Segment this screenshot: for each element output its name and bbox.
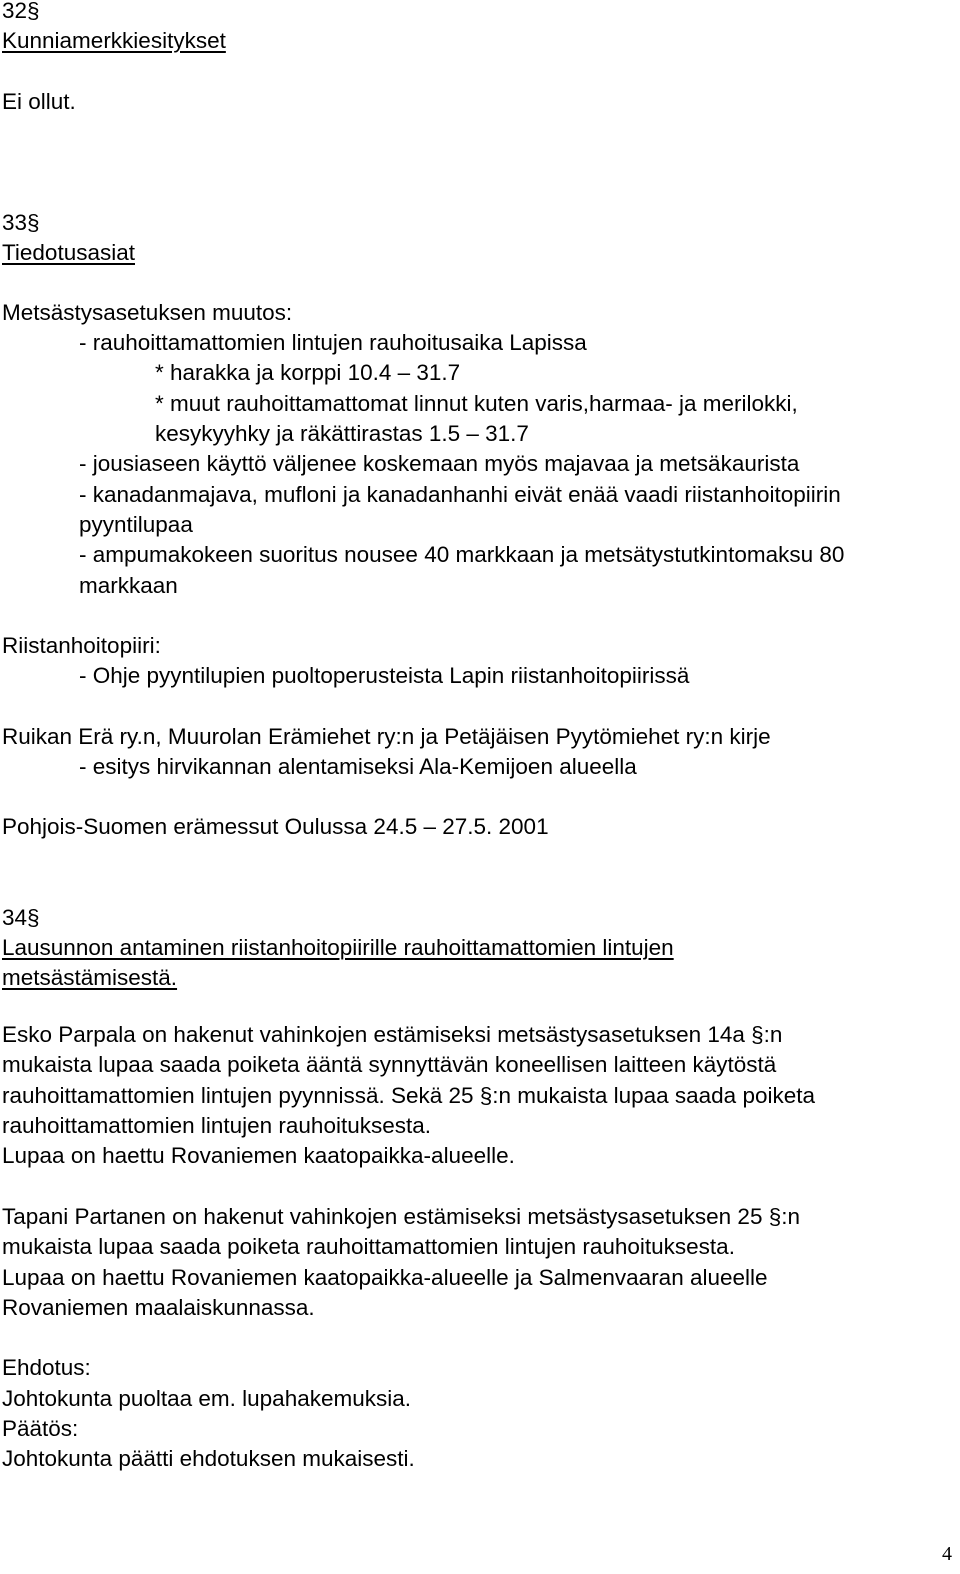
paragraph-line: Lupaa on haettu Rovaniemen kaatopaikka-alueelle. bbox=[2, 1143, 515, 1168]
text-line: Metsästysasetuksen muutos: bbox=[2, 300, 293, 325]
paragraph-line: Esko Parpala on hakenut vahinkojen estämiseksi metsästysasetuksen 14a §:n bbox=[2, 1022, 783, 1047]
paragraph-line: mukaista lupaa saada poiketa ääntä synnyttävän koneellisen laitteen käytöstä bbox=[2, 1052, 777, 1077]
list-item: - esitys hirvikannan alentamiseksi Ala-Kemijoen alueella bbox=[79, 754, 637, 779]
text-line: Pohjois-Suomen erämessut Oulussa 24.5 – 27.5. 2001 bbox=[2, 814, 549, 839]
list-item: * muut rauhoittamattomat linnut kuten varis,harmaa- ja merilokki, bbox=[155, 391, 798, 416]
decision-text: Johtokunta päätti ehdotuksen mukaisesti. bbox=[2, 1446, 415, 1471]
text-line: kesykyyhky ja räkättirastas 1.5 – 31.7 bbox=[155, 421, 529, 446]
paragraph-line: Tapani Partanen on hakenut vahinkojen estämiseksi metsästysasetuksen 25 §:n bbox=[2, 1204, 800, 1229]
section-title-34: Lausunnon antaminen riistanhoitopiirille rauhoittamattomien lintujen bbox=[2, 935, 674, 960]
text-line: pyyntilupaa bbox=[79, 512, 193, 537]
text-line: Ruikan Erä ry.n, Muurolan Erämiehet ry:n ja Petäjäisen Pyytömiehet ry:n kirje bbox=[2, 724, 771, 749]
section-number-32: 32§ bbox=[2, 0, 40, 23]
section-body-32: Ei ollut. bbox=[2, 89, 76, 114]
text-line: Riistanhoitopiiri: bbox=[2, 633, 161, 658]
text-line: markkaan bbox=[79, 573, 178, 598]
proposal-text: Johtokunta puoltaa em. lupahakemuksia. bbox=[2, 1386, 412, 1411]
list-item: - Ohje pyyntilupien puoltoperusteista Lapin riistanhoitopiirissä bbox=[79, 663, 690, 688]
decision-label: Päätös: bbox=[2, 1416, 79, 1441]
paragraph-line: rauhoittamattomien lintujen rauhoituksesta. bbox=[2, 1113, 431, 1138]
section-number-34: 34§ bbox=[2, 905, 40, 930]
section-title-32: Kunniamerkkiesitykset bbox=[2, 28, 226, 53]
paragraph-line: Lupaa on haettu Rovaniemen kaatopaikka-alueelle ja Salmenvaaran alueelle bbox=[2, 1265, 768, 1290]
paragraph-line: Rovaniemen maalaiskunnassa. bbox=[2, 1295, 315, 1320]
list-item: * harakka ja korppi 10.4 – 31.7 bbox=[155, 360, 461, 385]
list-item: - rauhoittamattomien lintujen rauhoitusaika Lapissa bbox=[79, 330, 587, 355]
list-item: - kanadanmajava, mufloni ja kanadanhanhi eivät enää vaadi riistanhoitopiirin bbox=[79, 482, 841, 507]
page-number: 4 bbox=[942, 1543, 952, 1565]
list-item: - ampumakokeen suoritus nousee 40 markkaan ja metsätystutkintomaksu 80 bbox=[79, 542, 845, 567]
list-item: - jousiaseen käyttö väljenee koskemaan myös majavaa ja metsäkaurista bbox=[79, 451, 800, 476]
paragraph-line: rauhoittamattomien lintujen pyynnissä. Sekä 25 §:n mukaista lupaa saada poiketa bbox=[2, 1083, 815, 1108]
section-number-33: 33§ bbox=[2, 210, 40, 235]
section-title-34-cont: metsästämisestä. bbox=[2, 965, 178, 990]
paragraph-line: mukaista lupaa saada poiketa rauhoittamattomien lintujen rauhoituksesta. bbox=[2, 1234, 735, 1259]
proposal-label: Ehdotus: bbox=[2, 1355, 91, 1380]
section-title-33: Tiedotusasiat bbox=[2, 240, 135, 265]
